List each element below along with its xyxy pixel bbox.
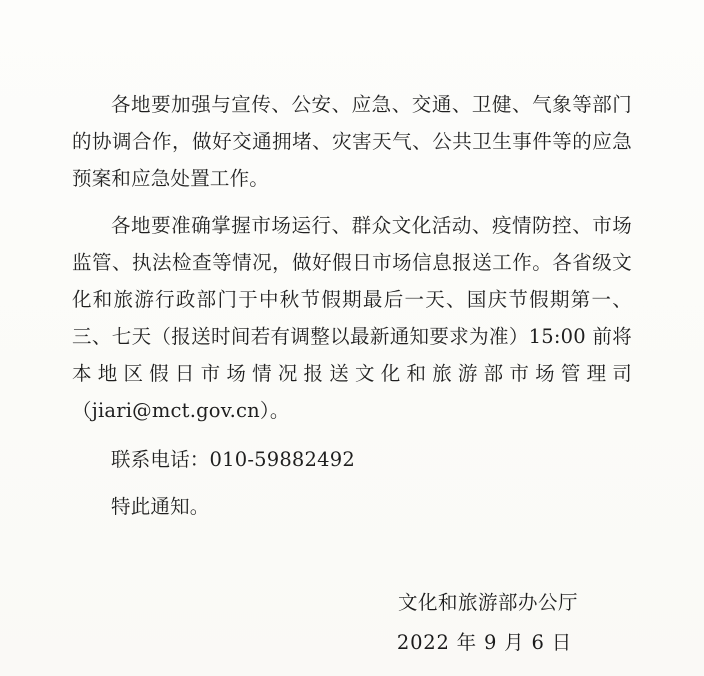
signature-block <box>72 583 632 663</box>
contact-phone-line: 联系电话：010-59882492 <box>111 448 355 471</box>
issue-date: 2022 年 9 月 6 日 <box>396 631 572 654</box>
document-body <box>72 86 632 525</box>
closing-notice-line: 特此通知。 <box>111 495 210 518</box>
paragraph-coordination: 各地要加强与宣传、公安、应急、交通、卫健、气象等部门的协调合作，做好交通拥堵、灾害天气、公共卫生事件等的应急预案和应急处置工作。 <box>72 93 632 190</box>
issuing-organization: 文化和旅游部办公厅 <box>397 591 578 614</box>
paragraph-market-reporting: 各地要准确掌握市场运行、群众文化活动、疫情防控、市场监管、执法检查等情况，做好假日市场信息报送工作。各省级文化和旅游行政部门于中秋节假期最后一天、国庆节假期第一、三、七天（报送时间若有调整以最新通知要求为准）15:00 前将本地区假日市场情况报送文化和旅游部市场管理司（jiari@mct.gov.cn）。 <box>72 214 632 422</box>
